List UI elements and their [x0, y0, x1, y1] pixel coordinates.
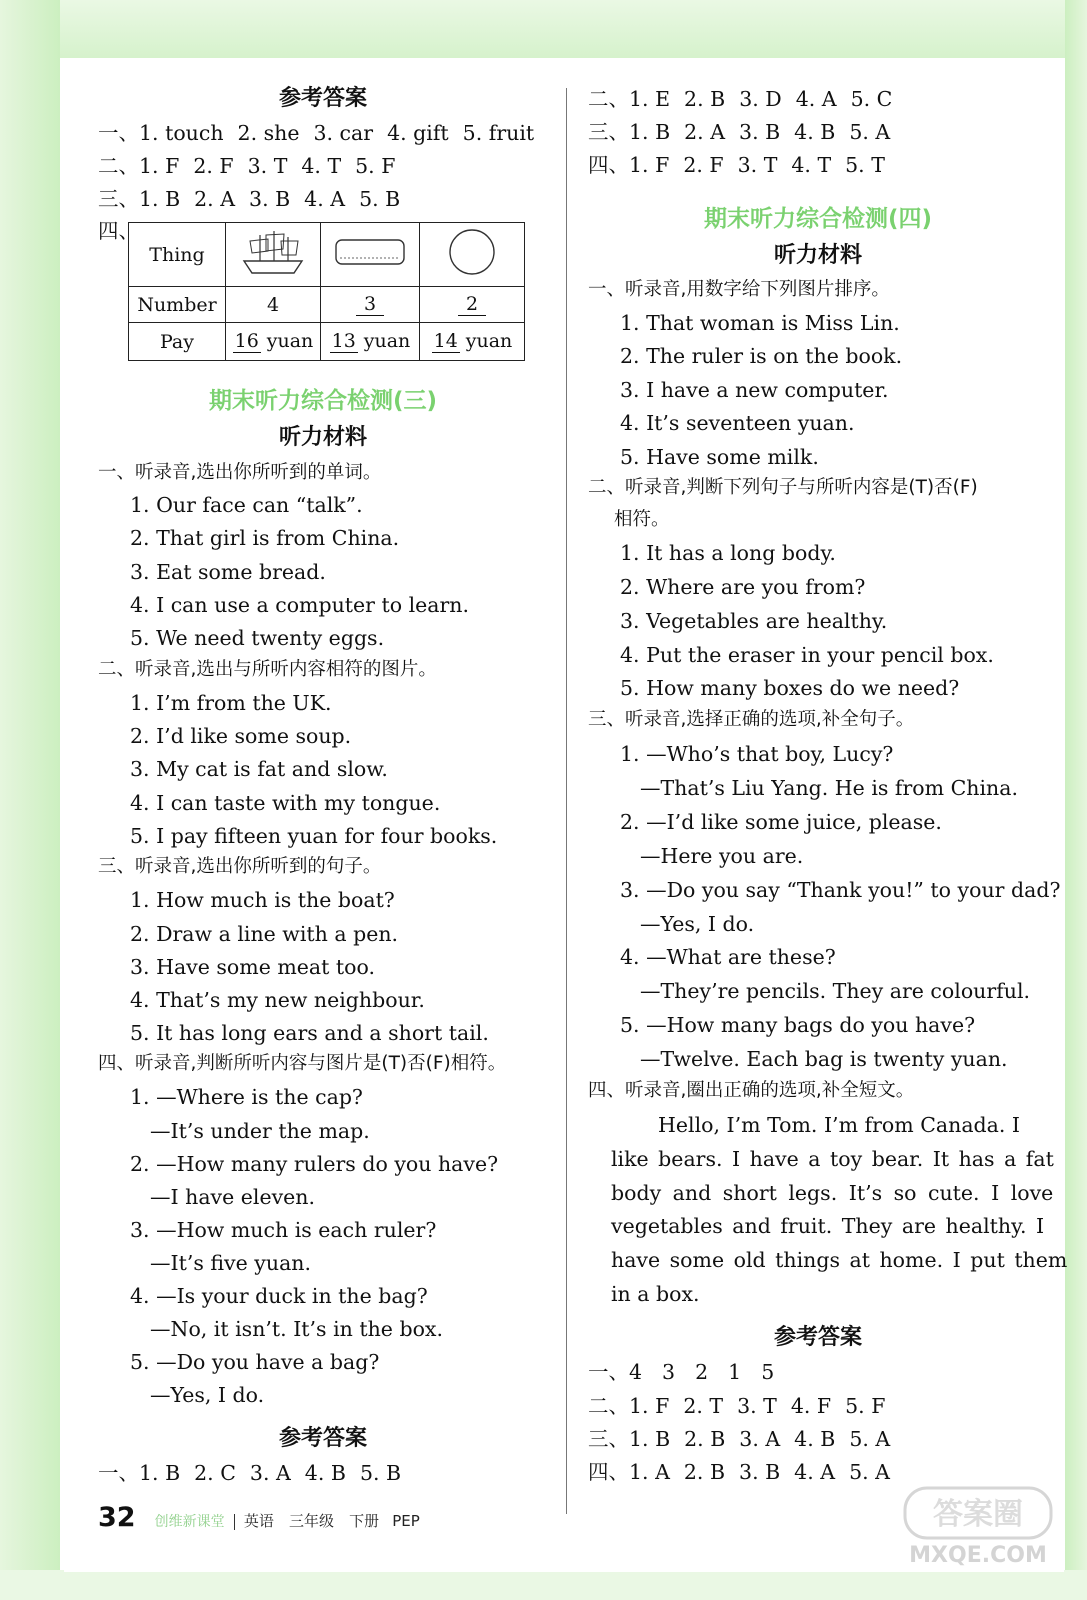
- ship-picture: [226, 223, 321, 287]
- answer-item: 1: [728, 1360, 742, 1384]
- answer-item: 5. B: [359, 187, 401, 211]
- list-item: 2. Where are you from?: [620, 575, 866, 599]
- dialogue-line: —Yes, I do.: [150, 1383, 265, 1407]
- watermark-logo: [903, 1484, 1053, 1568]
- answer-item: 5. B: [359, 1461, 402, 1485]
- paragraph-line: Hello, I’m Tom. I’m from Canada. I: [658, 1113, 1021, 1137]
- watermark-text: 答案圈: [933, 1497, 1023, 1532]
- table-cell-number: [420, 287, 525, 323]
- answer-item: 3. A: [739, 1427, 781, 1451]
- dialogue-line: 1. —Where is the cap?: [130, 1085, 363, 1109]
- filled-answer: 2: [458, 293, 486, 316]
- answer-row: [588, 150, 899, 180]
- paragraph-line: have some old things at home. I put them: [611, 1248, 1068, 1272]
- dialogue-line: —They’re pencils. They are colourful.: [640, 979, 1031, 1003]
- list-item: 3. Eat some bread.: [130, 560, 326, 584]
- section-title: 一、听录音,用数字给下列图片排序。: [588, 279, 890, 300]
- answer-table: [128, 222, 525, 361]
- dialogue-line: 3. —Do you say “Thank you!” to your dad?: [620, 878, 1061, 902]
- list-item: 1. It has a long body.: [620, 541, 836, 565]
- dialogue-line: 4. —What are these?: [620, 945, 836, 969]
- table-header-number: Number: [129, 287, 226, 323]
- list-item: 2. I’d like some soup.: [130, 724, 352, 748]
- section-title: 二、听录音,选出与所听内容相符的图片。: [98, 659, 437, 680]
- pencil-box-picture: [321, 223, 420, 287]
- list-item: 1. Our face can “talk”.: [130, 493, 363, 517]
- answer-item: 3. B: [249, 187, 291, 211]
- answer-label: 三、: [98, 187, 139, 211]
- list-item: 5. It has long ears and a short tail.: [130, 1021, 489, 1045]
- page-footer: [98, 1500, 420, 1536]
- series-name: 创维新课堂: [154, 1514, 225, 1530]
- column-divider: [566, 88, 567, 1514]
- list-item: 2. That girl is from China.: [130, 526, 400, 550]
- answer-item: 3. T: [737, 1394, 777, 1418]
- answer-row: [588, 1457, 904, 1487]
- unit-label: yuan: [465, 330, 513, 352]
- answer-label: 二、: [588, 87, 629, 111]
- answer-item: 2: [695, 1360, 709, 1384]
- list-item: 4. Put the eraser in your pencil box.: [620, 643, 994, 667]
- list-item: 2. Draw a line with a pen.: [130, 922, 399, 946]
- answer-label: 四、: [588, 1460, 629, 1484]
- plate-picture: [420, 223, 525, 287]
- answer-item: 4. B: [794, 1427, 836, 1451]
- answer-item: 1. B: [629, 120, 671, 144]
- material-title: 听力材料: [278, 425, 367, 450]
- answer-label: 三、: [588, 1427, 629, 1451]
- paragraph-line: in a box.: [611, 1282, 700, 1306]
- dialogue-line: 1. —Who’s that boy, Lucy?: [620, 742, 894, 766]
- answers-title: 参考答案: [278, 1426, 367, 1451]
- unit-label: yuan: [266, 330, 314, 352]
- answer-item: 5. A: [849, 1427, 891, 1451]
- dialogue-line: 2. —How many rulers do you have?: [130, 1152, 499, 1176]
- dialogue-line: 4. —Is your duck in the bag?: [130, 1284, 428, 1308]
- answer-item: 2. A: [194, 187, 236, 211]
- answer-label: 一、: [588, 1360, 629, 1384]
- section-title: 一、听录音,选出你所听到的单词。: [98, 462, 382, 483]
- answer-row: [588, 1357, 788, 1387]
- answer-item: 5. F: [355, 154, 396, 178]
- answer-item: 2. B: [684, 1427, 726, 1451]
- answer-item: 4. gift: [387, 121, 449, 145]
- answer-item: 5. A: [849, 120, 891, 144]
- answer-item: 3. car: [313, 121, 374, 145]
- answer-item: 4. B: [794, 120, 836, 144]
- paragraph-line: like bears. I have a toy bear. It has a fat: [611, 1147, 1054, 1171]
- dialogue-line: —It’s five yuan.: [150, 1251, 312, 1275]
- test4-title: 期末听力综合检测(四): [703, 206, 933, 232]
- grade-label: 三年级: [288, 1512, 334, 1530]
- answer-row: [98, 1458, 415, 1488]
- filled-answer: 3: [356, 293, 384, 316]
- answer-item: 5. T: [845, 153, 885, 177]
- answer-label: 四、: [98, 219, 139, 243]
- table-cell-pay: [321, 323, 420, 361]
- list-item: 1. That woman is Miss Lin.: [620, 311, 900, 335]
- answer-item: 1. A: [629, 1460, 670, 1484]
- section-title: 二、听录音,判断下列句子与所听内容是(T)否(F): [588, 477, 978, 498]
- answer-label: 一、: [98, 1461, 139, 1485]
- section-title: 三、听录音,选出你所听到的句子。: [98, 856, 382, 877]
- edition-label: PEP: [392, 1512, 420, 1530]
- answer-item: 1. F: [629, 1394, 670, 1418]
- answer-row: [98, 184, 414, 214]
- dialogue-line: —No, it isn’t. It’s in the box.: [150, 1317, 443, 1341]
- page-border-bottom: [0, 1570, 1087, 1600]
- table-header-thing: Thing: [129, 223, 226, 287]
- answer-item: 5. F: [845, 1394, 886, 1418]
- list-item: 5. We need twenty eggs.: [130, 626, 385, 650]
- page-border-top: [0, 0, 1087, 58]
- table-cell-number: [321, 287, 420, 323]
- unit-label: yuan: [363, 330, 411, 352]
- answer-item: 4. T: [791, 153, 832, 177]
- answer-item: 3. B: [739, 1460, 781, 1484]
- dialogue-line: 3. —How much is each ruler?: [130, 1218, 437, 1242]
- answer-item: 1. E: [629, 87, 671, 111]
- answer-row: [98, 118, 548, 148]
- dialogue-line: —Yes, I do.: [640, 912, 755, 936]
- answer-label: 四、: [588, 153, 629, 177]
- dialogue-line: —I have eleven.: [150, 1185, 316, 1209]
- answer-item: 5. fruit: [462, 121, 535, 145]
- list-item: 5. How many boxes do we need?: [620, 676, 960, 700]
- subject-label: 英语: [243, 1512, 274, 1530]
- list-item: 1. How much is the boat?: [130, 888, 395, 912]
- answers-title: 参考答案: [773, 1325, 862, 1350]
- volume-label: 下册: [349, 1512, 380, 1530]
- dialogue-line: —It’s under the map.: [150, 1119, 370, 1143]
- answer-item: 3. B: [739, 120, 781, 144]
- answer-item: 1. F: [139, 154, 180, 178]
- list-item: 4. I can taste with my tongue.: [130, 791, 441, 815]
- section-title: 三、听录音,选择正确的选项,补全句子。: [588, 709, 915, 730]
- answer-item: 1. B: [139, 187, 181, 211]
- answer-row: [588, 1391, 899, 1421]
- answer-row: [98, 151, 409, 181]
- page-number: 32: [98, 1502, 136, 1533]
- answer-item: 4. A: [304, 187, 346, 211]
- list-item: 5. I pay fifteen yuan for four books.: [130, 824, 498, 848]
- list-item: 3. Vegetables are healthy.: [620, 609, 888, 633]
- list-item: 2. The ruler is on the book.: [620, 344, 903, 368]
- answer-item: 2. F: [193, 154, 234, 178]
- dialogue-line: —Twelve. Each bag is twenty yuan.: [640, 1047, 1008, 1071]
- list-item: 3. I have a new computer.: [620, 378, 889, 402]
- dialogue-line: —That’s Liu Yang. He is from China.: [640, 776, 1018, 800]
- list-item: 3. Have some meat too.: [130, 955, 375, 979]
- page-border-left: [0, 0, 60, 1600]
- answer-item: 1. B: [629, 1427, 671, 1451]
- dialogue-line: —Here you are.: [640, 844, 804, 868]
- section-title: 四、听录音,圈出正确的选项,补全短文。: [588, 1080, 915, 1101]
- answer-item: 2. T: [683, 1394, 724, 1418]
- answer-item: 2. F: [683, 153, 724, 177]
- answer-item: 3. T: [737, 153, 778, 177]
- answer-item: 1. F: [629, 153, 670, 177]
- filled-answer: 16: [234, 330, 259, 352]
- answer-item: 4. A: [795, 87, 837, 111]
- test3-title: 期末听力综合检测(三): [208, 388, 438, 414]
- answer-item: 2. C: [194, 1461, 236, 1485]
- answer-item: 4. T: [301, 154, 342, 178]
- list-item: 5. Have some milk.: [620, 445, 819, 469]
- list-item: 4. I can use a computer to learn.: [130, 593, 470, 617]
- answer-item: 2. A: [684, 120, 726, 144]
- answer-row: [588, 84, 906, 114]
- answer-item: 4. B: [304, 1461, 346, 1485]
- answer-item: 5: [761, 1360, 775, 1384]
- paragraph-line: body and short legs. It’s so cute. I love: [611, 1181, 1054, 1205]
- answer-item: 1. touch: [139, 121, 224, 145]
- filled-answer: 13: [331, 330, 356, 352]
- table-header-pay: Pay: [129, 323, 226, 361]
- table-cell-number: 4: [226, 287, 321, 323]
- section-title-cont: 相符。: [614, 509, 670, 530]
- table-cell-pay: [226, 323, 321, 361]
- list-item: 3. My cat is fat and slow.: [130, 757, 388, 781]
- answer-item: 3. A: [249, 1461, 291, 1485]
- table-cell-pay: [420, 323, 525, 361]
- list-item: 4. It’s seventeen yuan.: [620, 411, 855, 435]
- answer-item: 2. B: [684, 87, 726, 111]
- filled-answer: 14: [433, 330, 458, 352]
- list-item: 1. I’m from the UK.: [130, 691, 332, 715]
- answer-row: [588, 117, 904, 147]
- dialogue-line: 2. —I’d like some juice, please.: [620, 810, 942, 834]
- answer-item: 4. F: [790, 1394, 832, 1418]
- dialogue-line: 5. —Do you have a bag?: [130, 1350, 380, 1374]
- material-title: 听力材料: [773, 243, 862, 268]
- answer-label: 二、: [588, 1394, 629, 1418]
- dialogue-line: 5. —How many bags do you have?: [620, 1013, 976, 1037]
- answer-item: 5. C: [850, 87, 893, 111]
- footer-separator: [234, 1514, 235, 1530]
- paragraph-line: vegetables and fruit. They are healthy. I: [611, 1214, 1045, 1238]
- answers-title: 参考答案: [278, 86, 367, 111]
- answer-item: 3: [662, 1360, 676, 1384]
- answer-item: 2. B: [683, 1460, 726, 1484]
- section-title: 四、听录音,判断所听内容与图片是(T)否(F)相符。: [98, 1053, 507, 1074]
- answer-item: 5. A: [849, 1460, 890, 1484]
- answer-item: 3. D: [739, 87, 782, 111]
- answer-item: 4. A: [794, 1460, 836, 1484]
- answer-item: 4: [629, 1360, 643, 1384]
- answer-label: 三、: [588, 120, 629, 144]
- answer-item: 1. B: [139, 1461, 181, 1485]
- list-item: 4. That’s my new neighbour.: [130, 988, 425, 1012]
- answer-label: 一、: [98, 121, 139, 145]
- answer-row: [588, 1424, 904, 1454]
- answer-label: 二、: [98, 154, 139, 178]
- answer-item: 3. T: [247, 154, 288, 178]
- page-border-right: [1065, 0, 1087, 1600]
- answer-item: 2. she: [237, 121, 300, 145]
- watermark-url: MXQE.COM: [909, 1543, 1047, 1568]
